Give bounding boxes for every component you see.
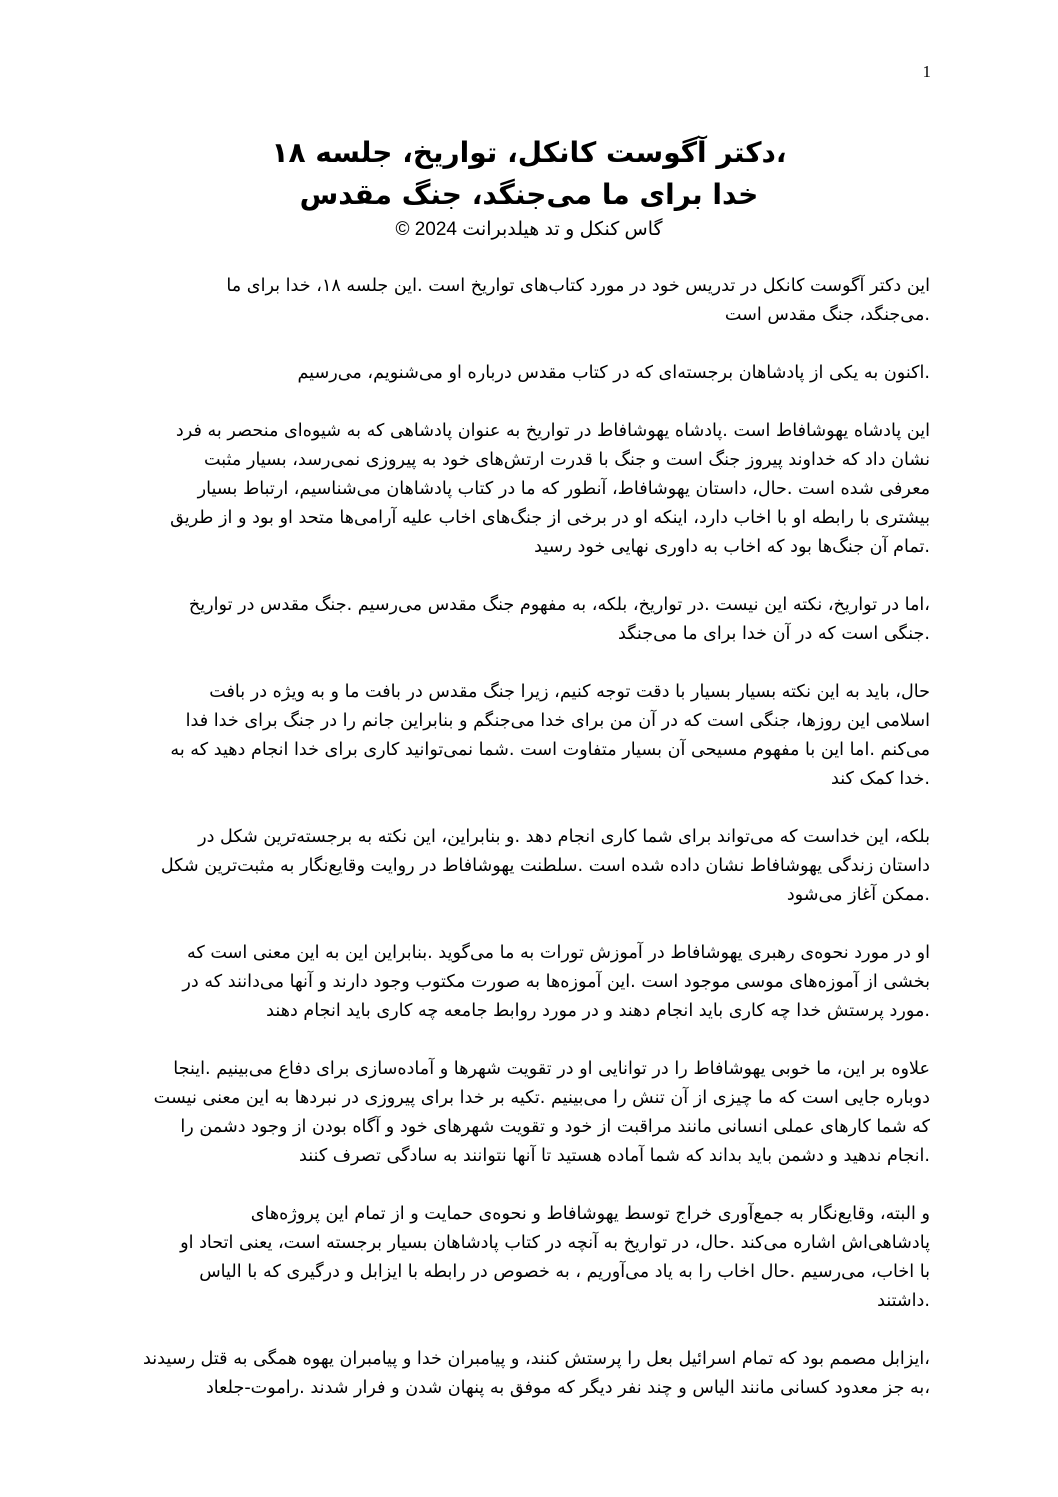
paragraph-line: که شما کارهای عملی انسانی مانند مراقبت از خود و تقویت شهرهای خود و آگاه بودن از وجود دشمن را — [180, 1117, 930, 1137]
copyright-line: گاس کنکل و تد هیلدبرانت 2024 © — [395, 219, 663, 240]
paragraph-6 — [130, 823, 930, 910]
paragraph-line: پادشاهی‌اش اشاره می‌کند .حال، در تواریخ به آنچه در کتاب پادشاهان بسیار برجسته است، یعنی اتحاد او — [180, 1233, 930, 1253]
paragraph-line: بلکه، این خداست که می‌تواند برای شما کاری انجام دهد .و بنابراین، این نکته به برجسته‌ترین شکل در — [198, 827, 930, 847]
paragraph-line: و البته، وقایع‌نگار به جمع‌آوری خراج توسط یهوشافاط و نحوه‌ی حمایت و از تمام این پروژه‌های — [250, 1204, 930, 1224]
paragraph-line: بخشی از آموزه‌های موسی موجود است .این آموزه‌ها به صورت مکتوب وجود دارند و آنها می‌دانند که در — [182, 972, 930, 992]
paragraph-line: این پادشاه یهوشافاط است .پادشاه یهوشافاط در تواریخ به عنوان پادشاهی که به شیوه‌ای منحصر به فرد — [175, 421, 930, 441]
paragraph-8 — [130, 1055, 930, 1171]
paragraph-line: معرفی شده است .حال، داستان یهوشافاط، آنطور که ما در کتاب پادشاهان می‌شناسیم، ارتباط بسیار — [197, 479, 930, 499]
paragraph-1 — [130, 272, 930, 330]
paragraph-line: داستان زندگی یهوشافاط نشان داده شده است .سلطنت یهوشافاط در روایت وقایع‌نگار به مثبت‌ترین شکل — [160, 856, 930, 876]
paragraph-10 — [130, 1345, 930, 1403]
paragraph-line: این دکتر آگوست کانکل در تدریس خود در مورد کتاب‌های تواریخ است .این جلسه ۱۸، خدا برای ما — [226, 276, 930, 296]
paragraph-line: اسلامی این روزها، جنگی است که در آن من برای خدا می‌جنگم و بنابراین جانم را در جنگ برای خدا فدا — [185, 711, 930, 731]
paragraph-line: ،ایزابل مصمم بود که تمام اسرائیل بعل را پرستش کنند، و پیامبران خدا و پیامبران یهوه همگی به قتل رسیدند — [143, 1349, 930, 1369]
paragraph-line: .انجام ندهید و دشمن باید بداند که شما آماده هستید تا آنها نتوانند به سادگی تصرف کنند — [298, 1146, 930, 1166]
paragraph-line: .مورد پرستش خدا چه کاری باید انجام دهند و در مورد روابط جامعه چه کاری باید انجام دهند — [266, 1001, 930, 1021]
paragraph-line: .اکنون به یکی از پادشاهان برجسته‌ای که در کتاب مقدس درباره او می‌شنویم، می‌رسیم — [297, 363, 930, 383]
paragraph-3 — [130, 417, 930, 562]
paragraph-line: .تمام آن جنگ‌ها بود که اخاب به داوری نهایی خود رسید — [534, 537, 930, 557]
paragraph-line: .خدا کمک کند — [831, 769, 930, 789]
paragraph-line: ،اما در تواریخ، نکته این نیست .در تواریخ، بلکه، به مفهوم جنگ مقدس می‌رسیم .جنگ مقدس در تواریخ — [188, 595, 930, 615]
paragraph-5 — [130, 678, 930, 794]
paragraph-4 — [130, 591, 930, 649]
paragraph-line: نشان داد که خداوند پیروز جنگ است و جنگ با قدرت ارتش‌های خود به پیروزی نمی‌رسد، بسیار مثبت — [204, 450, 930, 470]
paragraph-line: علاوه بر این، ما خوبی یهوشافاط را در توانایی او در تقویت شهرها و آماده‌سازی برای دفاع می‌بینیم .اینجا — [173, 1059, 930, 1079]
paragraph-9 — [130, 1200, 930, 1316]
paragraph-line: با اخاب، می‌رسیم .حال اخاب را به یاد می‌آوریم ، به خصوص در رابطه با ایزابل و درگیری که با الیاس — [199, 1262, 930, 1282]
paragraph-line: می‌کنم .اما این با مفهوم مسیحی آن بسیار متفاوت است .شما نمی‌توانید کاری برای خدا انجام دهید که به — [170, 740, 930, 760]
document-title-line-1: ،دکتر آگوست کانکل، تواریخ، جلسه ۱۸ — [271, 136, 787, 169]
paragraph-line: بیشتری با رابطه او با اخاب دارد، اینکه او در برخی از جنگ‌های اخاب علیه آرامی‌ها متحد او بود و از طریق — [170, 508, 930, 528]
paragraph-line: دوباره جایی است که ما چیزی از آن تنش را می‌بینیم .تکیه بر خدا برای پیروزی در نبردها به این معنی نیست — [153, 1088, 930, 1108]
paragraph-line: حال، باید به این نکته بسیار بسیار با دقت توجه کنیم، زیرا جنگ مقدس در بافت ما و به ویژه در بافت — [209, 682, 930, 702]
document-header — [130, 132, 928, 244]
paragraph-7 — [130, 939, 930, 1026]
paragraph-line: .ممکن آغاز می‌شود — [786, 885, 930, 905]
document-body — [130, 272, 930, 1432]
document-title-line-2: خدا برای ما می‌جنگد، جنگ مقدس — [299, 178, 759, 211]
paragraph-line: .جنگی است که در آن خدا برای ما می‌جنگد — [617, 624, 930, 644]
paragraph-line: .داشتند — [877, 1291, 930, 1311]
paragraph-line: ،به جز معدود کسانی مانند الیاس و چند نفر دیگر که موفق به پنهان شدن و فرار شدند .راموت-جلعاد — [205, 1378, 930, 1398]
page-number: 1 — [922, 62, 931, 81]
paragraph-line: او در مورد نحوه‌ی رهبری یهوشافاط در آموزش تورات به ما می‌گوید .بنابراین این به این معنی است که — [186, 943, 930, 963]
paragraph-2 — [130, 359, 930, 388]
paragraph-line: .می‌جنگد، جنگ مقدس است — [724, 305, 930, 325]
